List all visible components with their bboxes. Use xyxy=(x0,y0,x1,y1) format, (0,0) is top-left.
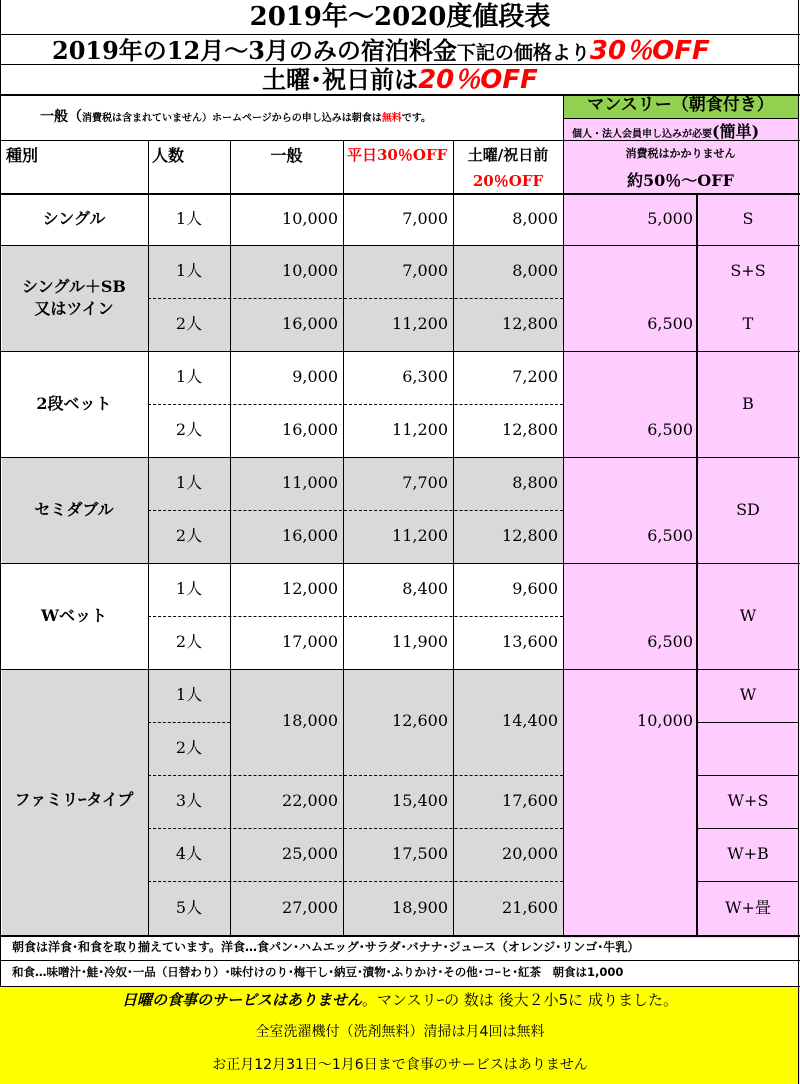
newyear-notice: お正月12月31日～1月6日まで食事のサービスはありません xyxy=(212,1057,588,1073)
col-people: 人数 xyxy=(152,146,185,165)
col-saturday-sub: 20％OFF xyxy=(472,172,544,190)
winter-rate-line: 2019年の12月～3月のみの宿泊料金下記の価格より30％OFF xyxy=(52,36,710,66)
col-saturday: 土曜/祝日前 xyxy=(467,146,549,164)
monthly-member-note: 個人・法人会員申し込みが必要(簡単) xyxy=(572,122,760,141)
page-title: 2019年～2020度値段表 xyxy=(249,2,551,32)
sunday-notice: 日曜の食事のサービスはありません。マンスリｰの 数は 後大２小5に 成りました。 xyxy=(122,991,678,1009)
col-type: 種別 xyxy=(6,146,39,165)
col-weekday: 平日30％OFF xyxy=(347,148,448,163)
monthly-tax-note: 消費税はかかりません xyxy=(625,147,736,160)
monthly-discount: 約50％～OFF xyxy=(627,171,734,190)
breakfast-japanese: 和食…味噌汁･鮭･冷奴･一品（日替わり）･味付けのり･梅干し･納豆･漬物･ふりかけ･その他･コｰヒ･紅茶 朝食は1,000 xyxy=(12,965,624,979)
breakfast-western: 朝食は洋食･和食を取り揃えています。洋食…食パン･ハムエッグ･サラダ･バナナ･ジュース（オレンジ･リンゴ･牛乳） xyxy=(12,940,640,954)
laundry-notice: 全室洗濯機付（洗剤無料）清掃は月4回は無料 xyxy=(255,1024,545,1040)
monthly-title: マンスリー（朝食付き） xyxy=(587,95,774,115)
saturday-rate-line: 土曜･祝日前は20％OFF xyxy=(262,65,538,95)
col-general: 一般 xyxy=(270,146,303,165)
booking-notice: 一般（消費税は含まれていません）ホームページからの申し込みは朝食は無料です。 xyxy=(40,109,432,125)
